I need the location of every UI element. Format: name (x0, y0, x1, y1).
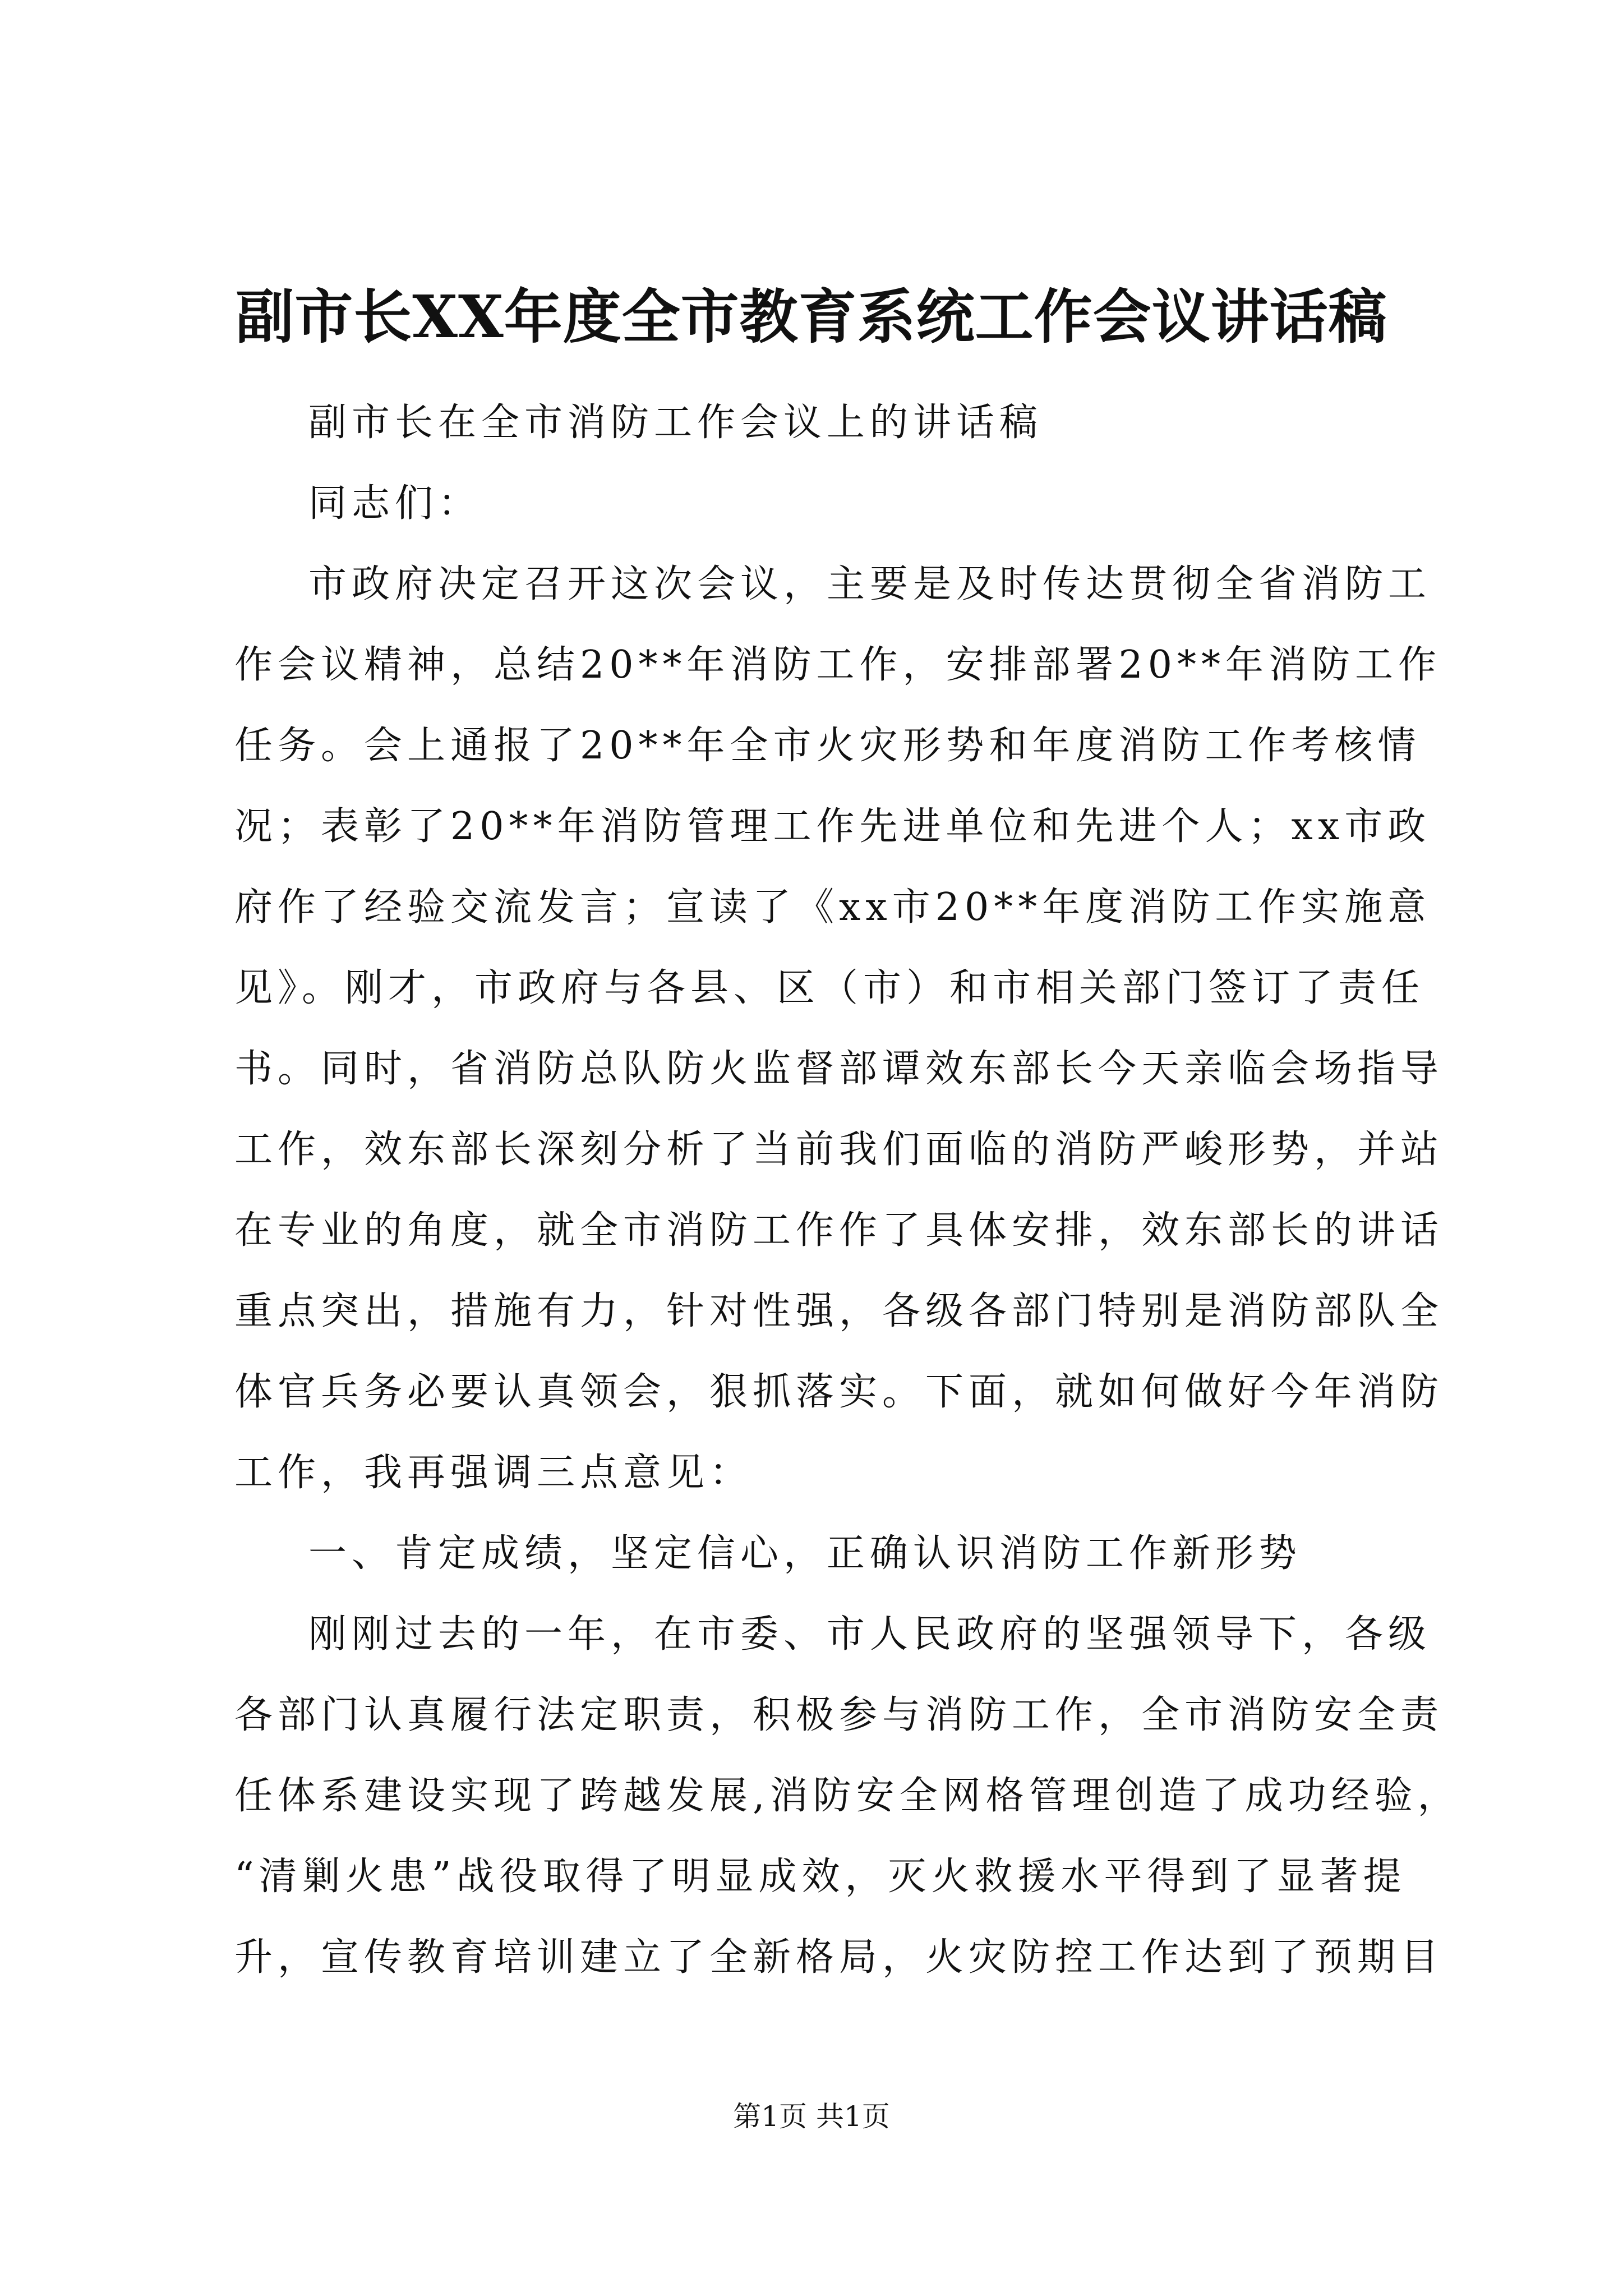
paragraph-line: 工作，效东部长深刻分析了当前我们面临的消防严峻形势，并站 (234, 1128, 1444, 1172)
paragraph-line: 刚刚过去的一年，在市委、市人民政府的坚强领导下，各级 (308, 1612, 1432, 1657)
paragraph-line: 任务。会上通报了20**年全市火灾形势和年度消防工作考核情 (234, 724, 1421, 768)
paragraph-line: 升，宣传教育培训建立了全新格局，火灾防控工作达到了预期目 (234, 1935, 1444, 1980)
paragraph-line: 作会议精神，总结20**年消防工作，安排部署20**年消防工作 (234, 643, 1442, 687)
subtitle-line: 副市长在全市消防工作会议上的讲话稿 (308, 401, 1043, 445)
paragraph-line: “清剿火患”战役取得了明显成效，灭火救援水平得到了显著提 (234, 1855, 1407, 1899)
section-heading-line: 一、肯定成绩，坚定信心，正确认识消防工作新形势 (308, 1531, 1302, 1576)
paragraph-line: 任体系建设实现了跨越发展,消防安全网格管理创造了成功经验， (234, 1774, 1461, 1818)
paragraph-line: 见》。刚才，市政府与各县、区（市）和市相关部门签订了责任 (234, 966, 1425, 1010)
paragraph-line: 重点突出，措施有力，针对性强，各级各部门特别是消防部队全 (234, 1289, 1444, 1333)
document-title: 副市长XX年度全市教育系统工作会议讲话稿 (236, 282, 1387, 351)
paragraph-line: 体官兵务必要认真领会，狠抓落实。下面，就如何做好今年消防 (234, 1370, 1444, 1414)
paragraph-line: 工作，我再强调三点意见： (234, 1451, 753, 1495)
page-number-footer: 第1页 共1页 (733, 2100, 890, 2133)
paragraph-line: 市政府决定召开这次会议，主要是及时传达贯彻全省消防工 (308, 562, 1432, 606)
paragraph-line: 各部门认真履行法定职责，积极参与消防工作，全市消防安全责 (234, 1693, 1444, 1737)
document-body (234, 383, 1461, 1998)
salutation-line: 同志们： (308, 481, 482, 526)
paragraph-line: 在专业的角度，就全市消防工作作了具体安排，效东部长的讲话 (234, 1208, 1444, 1253)
paragraph-line: 况；表彰了20**年消防管理工作先进单位和先进个人；xx市政 (234, 804, 1431, 849)
paragraph-line: 书。同时，省消防总队防火监督部谭效东部长今天亲临会场指导 (234, 1047, 1444, 1091)
paragraph-line: 府作了经验交流发言；宣读了《xx市20**年度消防工作实施意 (234, 885, 1431, 930)
